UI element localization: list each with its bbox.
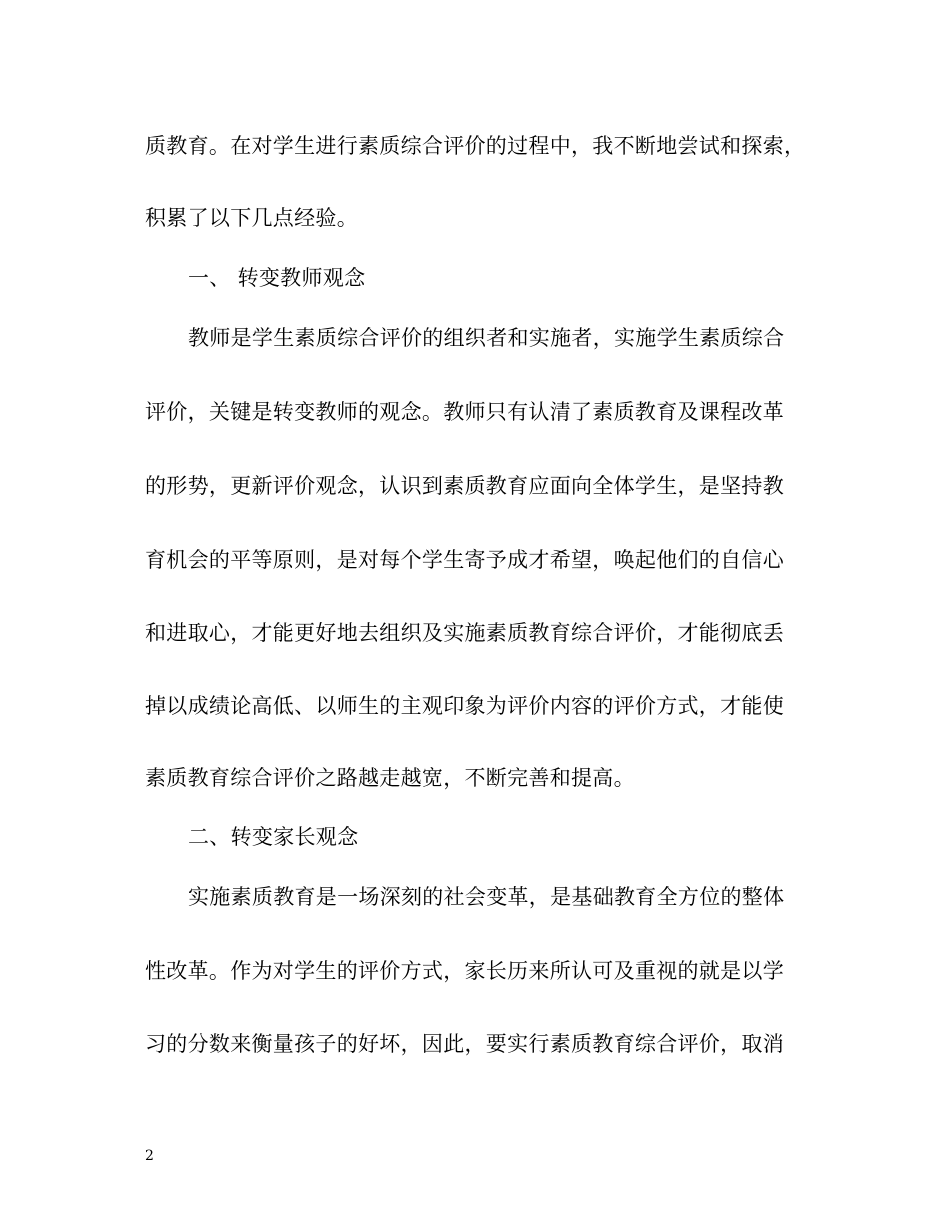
paragraph-line: 素质教育综合评价之路越走越宽，不断完善和提高。 bbox=[145, 766, 635, 790]
paragraph-line: 育机会的平等原则，是对每个学生寄予成才希望，唤起他们的自信心 bbox=[145, 548, 784, 572]
paragraph-line: 积累了以下几点经验。 bbox=[145, 206, 358, 230]
page-number: 2 bbox=[145, 1148, 154, 1164]
section-heading: 一、 转变教师观念 bbox=[188, 266, 366, 290]
paragraph-line: 掉以成绩论高低、以师生的主观印象为评价内容的评价方式，才能使 bbox=[145, 694, 784, 718]
paragraph-line: 和进取心，才能更好地去组织及实施素质教育综合评价，才能彻底丢 bbox=[145, 621, 784, 645]
paragraph-line: 习的分数来衡量孩子的好坏，因此，要实行素质教育综合评价，取消 bbox=[145, 1032, 784, 1056]
paragraph-line: 教师是学生素质综合评价的组织者和实施者，实施学生素质综合 bbox=[188, 326, 785, 350]
section-heading: 二、转变家长观念 bbox=[188, 825, 359, 849]
paragraph-line: 质教育。在对学生进行素质综合评价的过程中，我不断地尝试和探索， bbox=[145, 134, 806, 158]
paragraph-line: 性改革。作为对学生的评价方式，家长历来所认可及重视的就是以学 bbox=[145, 959, 784, 983]
paragraph-line: 评价，关键是转变教师的观念。教师只有认清了素质教育及课程改革 bbox=[145, 400, 784, 424]
paragraph-line: 的形势，更新评价观念，认识到素质教育应面向全体学生，是坚持教 bbox=[145, 474, 784, 498]
paragraph-line: 实施素质教育是一场深刻的社会变革，是基础教育全方位的整体 bbox=[188, 885, 785, 909]
